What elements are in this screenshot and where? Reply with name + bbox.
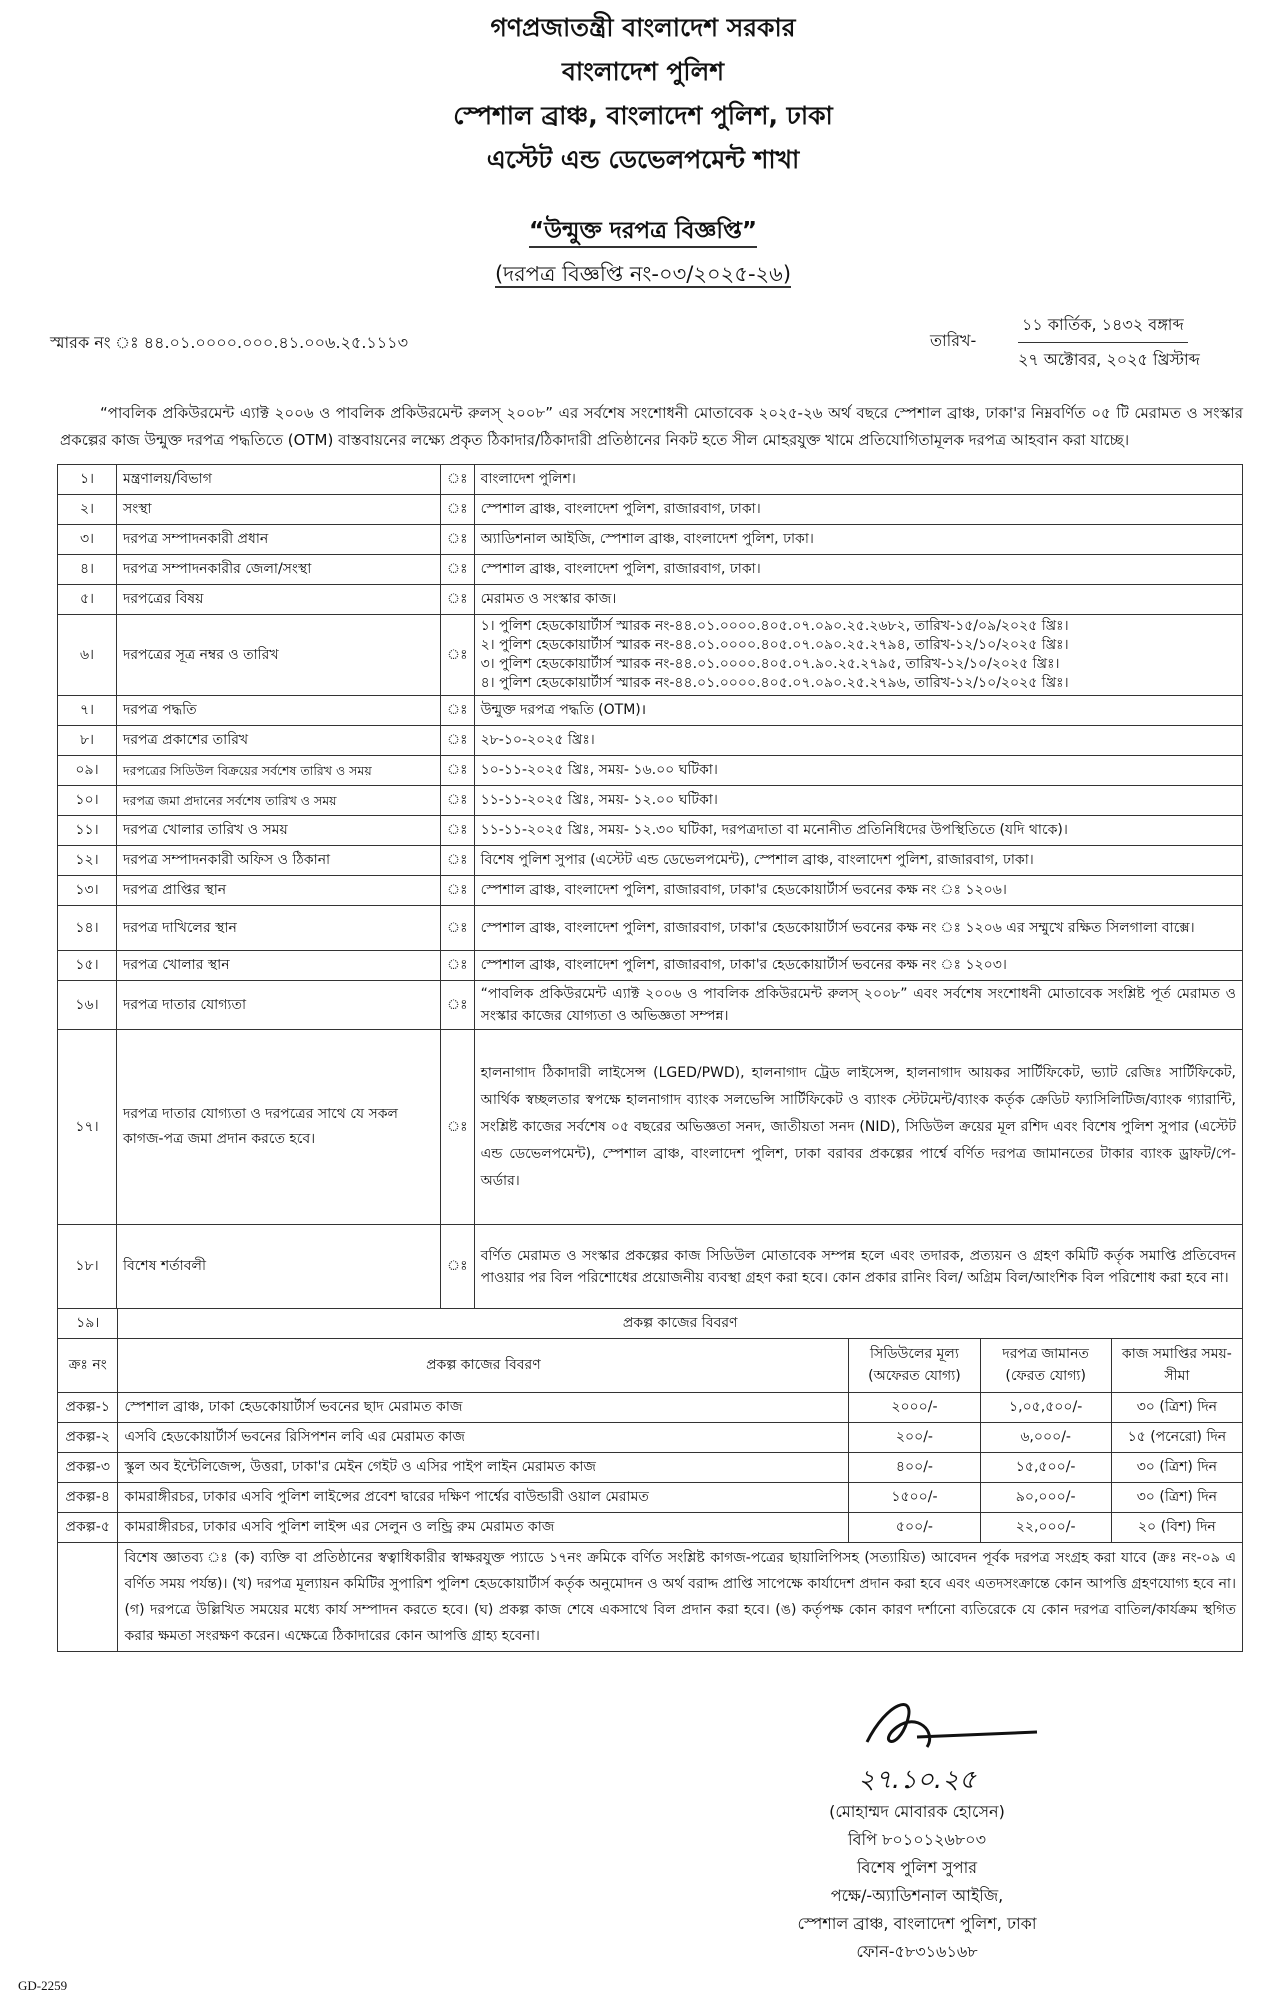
info-row [58,981,1243,1030]
row-label: দরপত্র দাখিলের স্থান [117,906,441,951]
date-bangla: ১১ কার্তিক, ১৪৩২ বঙ্গাব্দ [1018,312,1188,343]
reference-line: ৩। পুলিশ হেডকোয়ার্টার্স স্মারক নং-৪৪.০১.০০০০.৪০৫.০৭.৯০.২৫.২৭৯৫, তারিখ-১২/১০/২০২৫ খ্রিঃ। [480,656,1060,672]
colon-separator: ঃ [441,816,475,846]
row-value: ১০-১১-২০২৫ খ্রিঃ, সময়- ১৬.০০ ঘটিকা। [474,756,1242,786]
row-value: উন্মুক্ত দরপত্র পদ্ধতি (OTM)। [474,696,1242,726]
notice-title-text: “উন্মুক্ত দরপত্র বিজ্ঞপ্তি” [529,218,757,248]
special-note: বিশেষ জ্ঞাতব্য ঃ (ক) ব্যক্তি বা প্রতিষ্ঠানের স্বত্বাধিকারীর স্বাক্ষরযুক্ত প্যাডে ১৭নং ক্রমিকে বর্ণিত সংশ্লিষ্ট কাগজ-পত্রের ছায়ালিপিসহ (সত্যায়িত) আবেদন পূর্বক দরপত্র সংগ্রহ করা যাবে (ক্রঃ নং-০৯ এ বর্ণিত সময় পর্যন্ত)। (খ) দরপত্র মূল্যায়ন কমিটির সুপারিশ পুলিশ হেডকোয়ার্টার্স কর্তৃক অনুমোদন ও অর্থ বরাদ্দ প্রাপ্তি সাপেক্ষে কার্যাদেশ প্রদান করা হবে এবং এতদসংক্রান্তে কোন আপত্তি গ্রহণযোগ্য হবে না। (গ) দরপত্রে উল্লিখিত সময়ের মধ্যে কার্য সম্পাদন করতে হবে। (ঘ) প্রকল্প কাজ শেষে একসাথে বিল প্রদান করা হবে। (ঙ) কর্তৃপক্ষ কোন কারণ দর্শানো ব্যতিরেকে যে কোন দরপত্র বাতিল/কার্যক্রম স্থগিত করার ক্ষমতা সংরক্ষণ করেন। এক্ষেত্রে ঠিকাদারের কোন আপত্তি গ্রাহ্য হবেনা। [118,1542,1243,1651]
project-id: প্রকল্প-৪ [58,1482,118,1512]
colon-separator: ঃ [441,846,475,876]
project-description: কামরাঙ্গীরচর, ঢাকার এসবি পুলিশ লাইন্স এর সেলুন ও লন্ড্রি রুম মেরামত কাজ [118,1512,849,1542]
info-row [58,555,1243,585]
row-label: বিশেষ শর্তাবলী [117,1225,441,1309]
signatory-name: (মোহাম্মদ মোবারক হোসেন) [829,1801,1005,1821]
colon-separator: ঃ [441,696,475,726]
row-value: হালনাগাদ ঠিকাদারী লাইসেন্স (LGED/PWD), হালনাগাদ ট্রেড লাইসেন্স, হালনাগাদ আয়কর সার্টিফিকেট, ভ্যাট রেজিঃ সার্টিফিকেট, আর্থিক স্বচ্ছলতার স্বপক্ষে হালনাগাদ ব্যাংক সলভেন্সি সার্টিফিকেট ও ব্যাংক স্টেটমেন্ট/ব্যাংক কর্তৃক ক্রেডিট ফ্যাসিলিটিজ/ব্যাংক গ্যারান্টি, সংশ্লিষ্ট কাজের সর্বশেষ ০৫ বছরের অভিজ্ঞতা সনদ, জাতীয়তা সনদ (NID), সিডিউল ক্রয়ের মূল রশিদ এবং বিশেষ পুলিশ সুপার (এস্টেট এন্ড ডেভেলপমেন্ট), স্পেশাল ব্রাঞ্চ, বাংলাদেশ পুলিশ, ঢাকা বরাবর প্রকল্পের পার্শ্বে বর্ণিত দরপত্র জামানতের টাকার ব্যাংক ড্রাফট/পে-অর্ডার। [474,1030,1242,1225]
row-value: স্পেশাল ব্রাঞ্চ, বাংলাদেশ পুলিশ, রাজারবাগ, ঢাকা'র হেডকোয়ার্টার্স ভবনের কক্ষ নং ঃ ১২০৬। [474,876,1242,906]
project-header-row [58,1338,1243,1392]
signatory-phone: ফোন-৫৮৩১৬১৬৮ [856,1941,978,1961]
row-number: ১৭। [58,1030,117,1225]
row-label: দরপত্র খোলার তারিখ ও সময় [117,816,441,846]
row-label: দরপত্র সম্পাদনকারী প্রধান [117,525,441,555]
schedule-price: ২০০/- [849,1422,980,1452]
info-row [58,1225,1243,1309]
row-number: ১২। [58,846,117,876]
schedule-price: ৫০০/- [849,1512,980,1542]
row-value: “পাবলিক প্রকিউরমেন্ট এ্যাক্ট ২০০৬ ও পাবলিক প্রকিউরমেন্ট রুলস্ ২০০৮” এবং সর্বশেষ সংশোধনী মোতাবেক সংশ্লিষ্ট পূর্ত মেরামত ও সংস্কার কাজের যোগ্যতা ও অভিজ্ঞতা সম্পন্ন। [474,981,1242,1030]
row-label: দরপত্র দাতার যোগ্যতা [117,981,441,1030]
row-number: ১৩। [58,876,117,906]
tender-security: ৬,০০০/- [980,1422,1111,1452]
row-number: ১১। [58,816,117,846]
row-label: দরপত্র সম্পাদনকারীর জেলা/সংস্থা [117,555,441,585]
colon-separator: ঃ [441,585,475,615]
header-schedule-price: সিডিউলের মূল্য (অফেরত যোগ্য) [849,1338,980,1392]
row-number: ১৯। [58,1308,118,1338]
schedule-price: ১৫০০/- [849,1482,980,1512]
row-label: দরপত্র পদ্ধতি [117,696,441,726]
info-row [58,495,1243,525]
project-description: স্পেশাল ব্রাঞ্চ, ঢাকা হেডকোয়ার্টার্স ভবনের ছাদ মেরামত কাজ [118,1392,849,1422]
form-code: GD-2259 [18,1978,68,1993]
row-value: মেরামত ও সংস্কার কাজ। [474,585,1242,615]
signature-block [677,1682,1157,1966]
colon-separator: ঃ [441,615,475,696]
info-row [58,726,1243,756]
info-row [58,816,1243,846]
colon-separator: ঃ [441,525,475,555]
project-description: কামরাঙ্গীরচর, ঢাকার এসবি পুলিশ লাইন্সের প্রবেশ দ্বারের দক্ষিণ পার্শ্বের বাউন্ডারী ওয়াল মেরামত [118,1482,849,1512]
row-label: দরপত্রের সূত্র নম্বর ও তারিখ [117,615,441,696]
completion-time: ১৫ (পনেরো) দিন [1111,1422,1242,1452]
tender-security: ১৫,৫০০/- [980,1452,1111,1482]
row-label: দরপত্র খোলার স্থান [117,951,441,981]
info-row [58,876,1243,906]
row-value: অ্যাডিশনাল আইজি, স্পেশাল ব্রাঞ্চ, বাংলাদেশ পুলিশ, ঢাকা। [474,525,1242,555]
tender-security: ৯০,০০০/- [980,1482,1111,1512]
info-row [58,585,1243,615]
row-label: দরপত্র দাতার যোগ্যতা ও দরপত্রের সাথে যে সকল কাগজ-পত্র জমা প্রদান করতে হবে। [117,1030,441,1225]
row-number: ৪। [58,555,117,585]
row-number: ২। [58,495,117,525]
reference-line: ১। পুলিশ হেডকোয়ার্টার্স স্মারক নং-৪৪.০১.০০০০.৪০৫.০৭.০৯০.২৫.২৬৮২, তারিখ-১৫/০৯/২০২৫ খ্রিঃ। [480,618,1069,634]
schedule-price: ৪০০/- [849,1452,980,1482]
memo-number: স্মারক নং ঃ ৪৪.০১.০০০০.০০০.৪১.০০৬.২৫.১১১৩ [50,333,408,352]
header-description: প্রকল্প কাজের বিবরণ [118,1338,849,1392]
row-number: ৭। [58,696,117,726]
project-row [58,1422,1243,1452]
info-row [58,465,1243,495]
colon-separator: ঃ [441,495,475,525]
completion-time: ২০ (বিশ) দিন [1111,1512,1242,1542]
tender-security: ২২,০০০/- [980,1512,1111,1542]
row-value: বর্ণিত মেরামত ও সংস্কার প্রকল্পের কাজ সিডিউল মোতাবেক সম্পন্ন হলে এবং তদারক, প্রত্যয়ন ও গ্রহণ কমিটি কর্তৃক সমাপ্তি প্রতিবেদন পাওয়ার পর বিল পরিশোধের প্রয়োজনীয় ব্যবস্থা গ্রহণ করা হবে। কোন প্রকার রানিং বিল/ অগ্রিম বিল/আংশিক বিল পরিশোধ করা হবে না। [474,1225,1242,1309]
note-row [58,1542,1243,1651]
info-row [58,846,1243,876]
row-value: ১১-১১-২০২৫ খ্রিঃ, সময়- ১২.০০ ঘটিকা। [474,786,1242,816]
project-table [57,1308,1243,1652]
row-number: ১৫। [58,951,117,981]
row-number: ৮। [58,726,117,756]
project-id: প্রকল্প-৫ [58,1512,118,1542]
row-label: সংস্থা [117,495,441,525]
header-time-limit: কাজ সমাপ্তির সময়-সীমা [1111,1338,1242,1392]
info-row [58,1030,1243,1225]
row-number: ১৬। [58,981,117,1030]
reference-line: ২। পুলিশ হেডকোয়ার্টার্স স্মারক নং-৪৪.০১.০০০০.৪০৫.০৭.০৯০.২৫.২৭৯৪, তারিখ-১২/১০/২০২৫ খ্রিঃ। [480,637,1069,653]
row-number: ৩। [58,525,117,555]
row-number: ৫। [58,585,117,615]
header-security: দরপত্র জামানত (ফেরত যোগ্য) [980,1338,1111,1392]
colon-separator: ঃ [441,465,475,495]
row-number: ০৯। [58,756,117,786]
branch-heading: স্পেশাল ব্রাঞ্চ, বাংলাদেশ পুলিশ, ঢাকা [453,101,833,130]
section-heading: এস্টেট এন্ড ডেভেলপমেন্ট শাখা [486,145,800,174]
info-row [58,906,1243,951]
colon-separator: ঃ [441,555,475,585]
colon-separator: ঃ [441,951,475,981]
row-number: ১। [58,465,117,495]
project-row [58,1392,1243,1422]
document-body [57,400,1243,1966]
colon-separator: ঃ [441,906,475,951]
row-value [474,615,1242,696]
intro-paragraph: “পাবলিক প্রকিউরমেন্ট এ্যাক্ট ২০০৬ ও পাবলিক প্রকিউরমেন্ট রুলস্ ২০০৮” এর সর্বশেষ সংশোধনী মোতাবেক ২০২৫-২৬ অর্থ বছরে স্পেশাল ব্রাঞ্চ, ঢাকা'র নিম্নবর্ণিত ০৫ টি মেরামত ও সংস্কার প্রকল্পের কাজ উন্মুক্ত দরপত্র পদ্ধতিতে (OTM) বাস্তবায়নের লক্ষ্যে প্রকৃত ঠিকাদার/ঠিকাদারী প্রতিষ্ঠানের নিকট হতে সীল মোহরযুক্ত খামে প্রতিযোগিতামূলক দরপত্র আহবান করা যাচ্ছে। [60,404,1243,449]
row-value: বিশেষ পুলিশ সুপার (এস্টেট এন্ড ডেভেলপমেন্ট), স্পেশাল ব্রাঞ্চ, বাংলাদেশ পুলিশ, রাজারবাগ, ঢাকা। [474,846,1242,876]
completion-time: ৩০ (ত্রিশ) দিন [1111,1392,1242,1422]
row-value: স্পেশাল ব্রাঞ্চ, বাংলাদেশ পুলিশ, রাজারবাগ, ঢাকা'র হেডকোয়ার্টার্স ভবনের কক্ষ নং ঃ ১২০৩। [474,951,1242,981]
row-label: দরপত্র প্রকাশের তারিখ [117,726,441,756]
info-row [58,696,1243,726]
completion-time: ৩০ (ত্রিশ) দিন [1111,1482,1242,1512]
row-label: দরপত্র প্রাপ্তির স্থান [117,876,441,906]
signature-date: ২৭.১০.২৫ [858,1764,976,1795]
colon-separator: ঃ [441,876,475,906]
project-description: এসবি হেডকোয়ার্টার্স ভবনের রিসিপশন লবি এর মেরামত কাজ [118,1422,849,1452]
colon-separator: ঃ [441,981,475,1030]
notice-number [0,258,1286,293]
signatory-designation: বিশেষ পুলিশ সুপার [856,1857,978,1877]
info-row [58,615,1243,696]
tender-security: ১,০৫,৫০০/- [980,1392,1111,1422]
colon-separator: ঃ [441,786,475,816]
project-description: স্কুল অব ইন্টেলিজেন্স, উত্তরা, ঢাকা'র মেইন গেইট ও এসির পাইপ লাইন মেরামত কাজ [118,1452,849,1482]
info-row [58,756,1243,786]
row-value: স্পেশাল ব্রাঞ্চ, বাংলাদেশ পুলিশ, রাজারবাগ, ঢাকা। [474,495,1242,525]
schedule-price: ২০০০/- [849,1392,980,1422]
project-row [58,1512,1243,1542]
row-number: ১০। [58,786,117,816]
colon-separator: ঃ [441,756,475,786]
row-number: ১৮। [58,1225,117,1309]
row-value: স্পেশাল ব্রাঞ্চ, বাংলাদেশ পুলিশ, রাজারবাগ, ঢাকা। [474,555,1242,585]
reference-line: ৪। পুলিশ হেডকোয়ার্টার্স স্মারক নং-৪৪.০১.০০০০.৪০৫.০৭.০৯০.২৫.২৭৯৬, তারিখ-১২/১০/২০২৫ খ্রিঃ। [480,675,1069,691]
project-section-row [58,1308,1243,1338]
signatory-bp: বিপি ৮০১০১২৬৮০৩ [848,1829,986,1849]
colon-separator: ঃ [441,1030,475,1225]
notice-number-text: (দরপত্র বিজ্ঞপ্তি নং-০৩/২০২৫-২৬) [494,262,792,286]
police-heading: বাংলাদেশ পুলিশ [561,57,725,86]
row-number: ১৪। [58,906,117,951]
header-serial: ক্রঃ নং [58,1338,118,1392]
date-english: ২৭ অক্টোবর, ২০২৫ খ্রিস্টাব্দ [1018,350,1200,369]
row-label: দরপত্র জমা প্রদানের সর্বশেষ তারিখ ও সময় [117,786,441,816]
info-row [58,525,1243,555]
row-value: ১১-১১-২০২৫ খ্রিঃ, সময়- ১২.৩০ ঘটিকা, দরপত্রদাতা বা মনোনীত প্রতিনিধিদের উপস্থিতিতে (যদি থাকে)। [474,816,1242,846]
info-row [58,786,1243,816]
row-value: স্পেশাল ব্রাঞ্চ, বাংলাদেশ পুলিশ, রাজারবাগ, ঢাকা'র হেডকোয়ার্টার্স ভবনের কক্ষ নং ঃ ১২০৬ এর সম্মুখে রক্ষিত সিলগালা বাক্সে। [474,906,1242,951]
notice-title [0,212,1286,251]
colon-separator: ঃ [441,726,475,756]
govt-heading: গণপ্রজাতন্ত্রী বাংলাদেশ সরকার [490,13,796,42]
row-label: দরপত্রের সিডিউল বিক্রয়ের সর্বশেষ তারিখ ও সময় [117,756,441,786]
project-id: প্রকল্প-৩ [58,1452,118,1482]
tender-info-table [57,464,1243,1309]
row-label: দরপত্র সম্পাদনকারী অফিস ও ঠিকানা [117,846,441,876]
info-row [58,951,1243,981]
row-label: দরপত্রের বিষয় [117,585,441,615]
row-label: মন্ত্রণালয়/বিভাগ [117,465,441,495]
completion-time: ৩০ (ত্রিশ) দিন [1111,1452,1242,1482]
row-number: ৬। [58,615,117,696]
project-id: প্রকল্প-২ [58,1422,118,1452]
project-id: প্রকল্প-১ [58,1392,118,1422]
date-label: তারিখ- [930,331,977,350]
signatory-on-behalf: পক্ষে/-অ্যাডিশনাল আইজি, [830,1885,1004,1905]
signatory-office: স্পেশাল ব্রাঞ্চ, বাংলাদেশ পুলিশ, ঢাকা [797,1913,1037,1933]
project-row [58,1452,1243,1482]
row-value: ২৮-১০-২০২৫ খ্রিঃ। [474,726,1242,756]
signature-image [767,1682,1067,1762]
row-value: বাংলাদেশ পুলিশ। [474,465,1242,495]
project-row [58,1482,1243,1512]
project-section-title: প্রকল্প কাজের বিবরণ [118,1308,1243,1338]
colon-separator: ঃ [441,1225,475,1309]
